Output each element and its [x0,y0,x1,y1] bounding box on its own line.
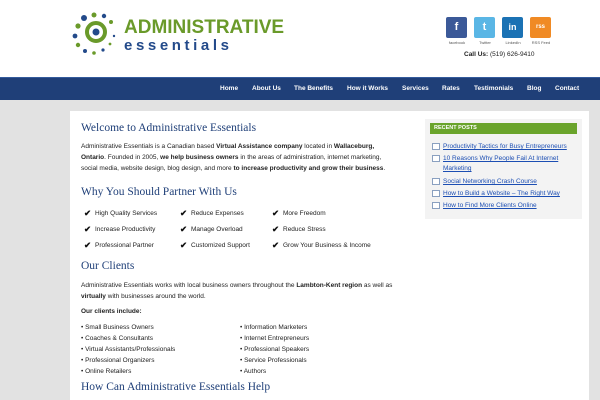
client-type: • Information Marketers [240,324,308,331]
benefit-item: ✔ Professional Partner [84,240,154,250]
clients-paragraph: Administrative Essentials works with local business owners throughout the Lambton-Kent region as well as virtually with businesses around the world. [81,282,393,300]
help-title: How Can Administrative Essentials Help [81,381,271,393]
client-type: • Online Retailers [81,368,132,375]
social-links [446,17,556,49]
linkedin-icon[interactable]: in [502,17,523,38]
twitter-icon[interactable]: t [474,17,495,38]
recent-post-link[interactable]: Social Networking Crash Course [443,178,537,185]
benefit-item: ✔ High Quality Services [84,208,158,218]
welcome-paragraph: Administrative Essentials is a Canadian based Virtual Assistance company located in Wallaceburg, Ontario. Founded in 2005, we help business owners in the areas of administration, internet marketing, social media, website design, blog design, and more to increase productivity and grow their business. [81,143,386,172]
nav-about-us[interactable]: About Us [252,85,281,92]
client-type: • Professional Organizers [81,357,155,364]
benefit-item: ✔ Grow Your Business & Income [272,240,371,250]
partner-title: Why You Should Partner With Us [81,186,237,198]
call-number[interactable]: (519) 626-9410 [490,51,535,58]
rss-caption: RSS Feed [531,40,551,45]
post-icon [432,202,440,209]
check-icon: ✔ [84,224,92,234]
logo-swirl-icon [70,10,120,58]
benefit-item: ✔ Reduce Stress [272,224,326,234]
check-icon: ✔ [180,224,188,234]
clients-title: Our Clients [81,260,135,272]
linkedin-caption: LinkedIn [505,40,521,45]
recent-post-link[interactable]: 10 Reasons Why People Fail At Internet [443,155,558,162]
client-type: • Service Professionals [240,357,307,364]
recent-posts-widget [425,119,582,219]
main-nav [0,77,600,100]
check-icon: ✔ [84,240,92,250]
post-icon [432,190,440,197]
nav-testimonials[interactable]: Testimonials [474,85,514,92]
check-icon: ✔ [180,240,188,250]
check-icon: ✔ [272,208,280,218]
nav-home[interactable]: Home [220,85,239,92]
client-type: • Professional Speakers [240,346,310,353]
client-type: • Small Business Owners [81,324,154,331]
post-icon [432,155,440,162]
facebook-caption: facebook [448,40,466,45]
check-icon: ✔ [180,208,188,218]
benefit-item: ✔ Customized Support [180,240,250,250]
nav-how-it-works[interactable]: How it Works [347,85,389,92]
site-logo[interactable] [70,10,285,58]
client-type: • Coaches & Consultants [81,335,154,342]
benefit-item: ✔ Increase Productivity [84,224,156,234]
rss-icon[interactable]: rss [530,17,551,38]
call-us [464,51,534,58]
clients-include-label: Our clients include: [81,308,142,315]
call-label: Call Us: [464,51,489,58]
nav-contact[interactable]: Contact [555,85,580,92]
nav-blog[interactable]: Blog [527,85,542,92]
nav-services[interactable]: Services [402,85,429,92]
benefit-item: ✔ More Freedom [272,208,326,218]
welcome-title: Welcome to Administrative Essentials [81,122,257,134]
client-type: • Internet Entrepreneurs [240,335,310,342]
twitter-caption: Twitter [479,40,491,45]
benefit-item: ✔ Manage Overload [180,224,243,234]
check-icon: ✔ [272,240,280,250]
logo-text-top: ADMINISTRATIVE [124,17,285,38]
post-icon [432,178,440,185]
site-header [0,0,600,77]
recent-post-link-continued[interactable]: Marketing [443,165,472,172]
client-type: • Authors [240,368,267,375]
recent-posts-heading: RECENT POSTS [430,123,577,134]
check-icon: ✔ [272,224,280,234]
benefit-item: ✔ Reduce Expenses [180,208,244,218]
check-icon: ✔ [84,208,92,218]
recent-post-link[interactable]: Productivity Tactics for Busy Entrepreneurs [443,143,567,150]
facebook-icon[interactable]: f [446,17,467,38]
nav-the-benefits[interactable]: The Benefits [294,85,334,92]
client-type: • Virtual Assistants/Professionals [81,346,176,353]
logo-text-bottom: essentials [124,37,233,54]
post-icon [432,143,440,150]
recent-post-link[interactable]: How to Find More Clients Online [443,202,537,209]
nav-rates[interactable]: Rates [442,85,460,92]
recent-post-link[interactable]: How to Build a Website – The Right Way [443,190,560,197]
